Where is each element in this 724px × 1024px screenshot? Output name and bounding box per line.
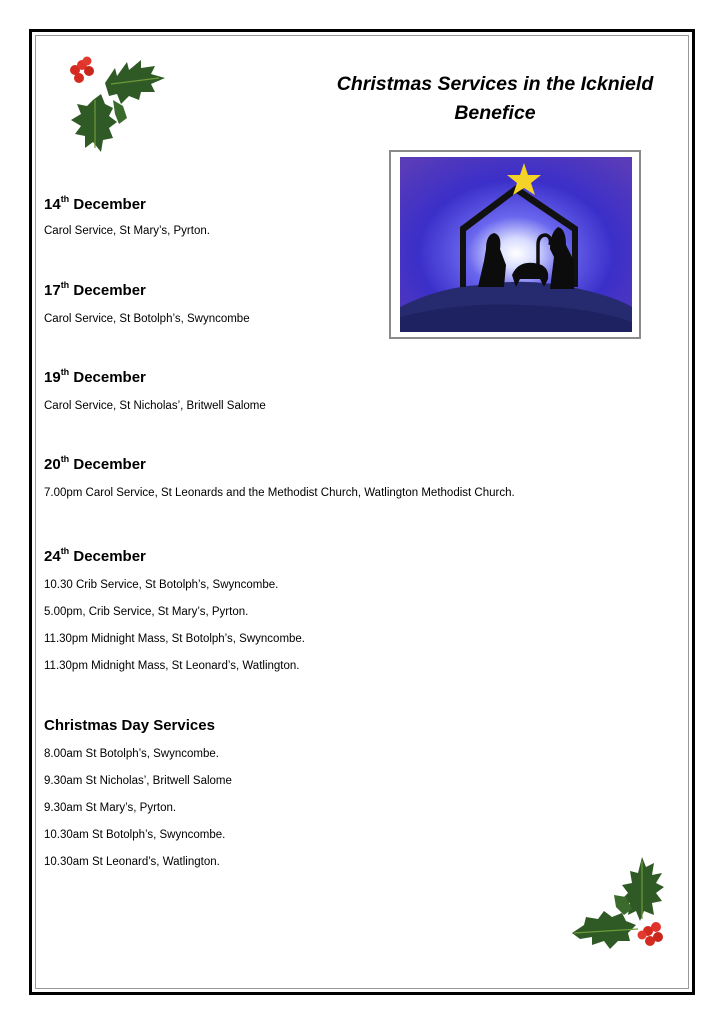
section-heading: Christmas Day Services [44,717,215,734]
nativity-illustration [389,150,641,339]
section-heading: 17th December [44,280,146,299]
service-entry: 10.30am St Leonard’s, Watlington. [44,856,220,868]
section-19-december [44,369,266,413]
section-heading: 24th December [44,546,146,565]
section-heading: 19th December [44,367,146,386]
service-entry: 11.30pm Midnight Mass, St Botolph’s, Swyncombe. [44,633,306,645]
service-entry: 8.00am St Botolph’s, Swyncombe. [44,748,219,760]
nativity-scene-icon [400,157,632,332]
service-entry: Carol Service, St Botolph’s, Swyncombe [44,313,250,325]
section-heading: 14th December [44,194,146,213]
holly-sprig-icon [570,855,680,955]
service-entry: 9.30am St Mary’s, Pyrton. [44,802,177,814]
title-line-2: Benefice [454,102,536,124]
section-christmas-day [44,717,232,869]
service-entry: 11.30pm Midnight Mass, St Leonard’s, Watlington. [44,660,300,672]
section-20-december [44,456,515,500]
service-entry: 10.30 Crib Service, St Botolph’s, Swyncombe. [44,579,279,591]
section-heading: 20th December [44,454,146,473]
service-entry: 9.30am St Nicholas’, Britwell Salome [44,775,232,787]
section-14-december [44,196,210,238]
page-title [330,70,660,128]
service-entry: 7.00pm Carol Service, St Leonards and the Methodist Church, Watlington Methodist Church. [44,487,515,499]
service-entry: Carol Service, St Mary’s, Pyrton. [44,225,210,237]
holly-sprig-icon [55,48,170,158]
service-entry: 10.30am St Botolph’s, Swyncombe. [44,829,226,841]
section-24-december [44,548,305,673]
section-17-december [44,282,250,326]
title-line-1: Christmas Services in the Icknield [336,73,654,95]
service-entry: Carol Service, St Nicholas’, Britwell Salome [44,400,266,412]
service-entry: 5.00pm, Crib Service, St Mary’s, Pyrton. [44,606,249,618]
